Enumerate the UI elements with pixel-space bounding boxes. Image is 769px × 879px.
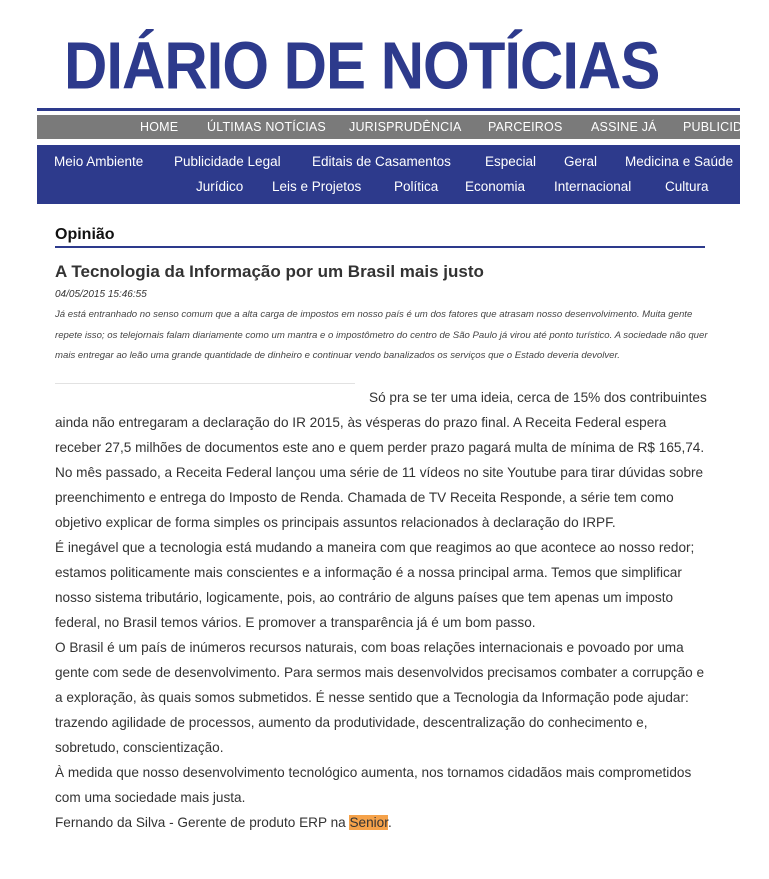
top-nav bbox=[37, 115, 769, 139]
signature-author: Fernando da Silva - Gerente de produto ERP na bbox=[55, 815, 350, 830]
top-nav-assine-ja[interactable]: ASSINE JÁ bbox=[591, 120, 657, 134]
category-internacional[interactable]: Internacional bbox=[554, 179, 632, 194]
lead-divider bbox=[55, 383, 355, 384]
category-juridico[interactable]: Jurídico bbox=[196, 179, 244, 194]
category-publicidade-legal[interactable]: Publicidade Legal bbox=[174, 154, 281, 169]
article-paragraph: Só pra se ter uma ideia, cerca de 15% dos contribuintes ainda não entregaram a declaração do IR 2015, às vésperas do prazo final. A Receita Federal espera receber 27,5 milhões de documentos este ano e quem perder prazo pagará multa de mínima de R$ 165,74. bbox=[55, 390, 707, 455]
article-body bbox=[55, 385, 715, 835]
category-leis-e-projetos[interactable]: Leis e Projetos bbox=[272, 179, 362, 194]
signature-company-link[interactable]: Senior bbox=[349, 815, 389, 830]
article-paragraph: É inegável que a tecnologia está mudando a maneira com que reagimos ao que acontece ao nosso redor; estamos politicamente mais conscientes e a informação é a nossa principal arma. Temos que simplificar nosso sistema tributário, logicamente, pois, ao contrário de alguns países que tem apenas um imposto federal, no Brasil temos vários. E promover a transparência já é um bom passo. bbox=[55, 540, 695, 630]
category-meio-ambiente[interactable]: Meio Ambiente bbox=[54, 154, 144, 169]
site-logo[interactable] bbox=[64, 26, 660, 104]
category-editais-de-casamentos[interactable]: Editais de Casamentos bbox=[312, 154, 451, 169]
article-paragraph: No mês passado, a Receita Federal lançou uma série de 11 vídeos no site Youtube para tirar dúvidas sobre preenchimento e entrega do Imposto de Renda. Chamada de TV Receita Responde, a série tem como objetivo explicar de forma simples os principais assuntos relacionados à declaração do IRPF. bbox=[55, 465, 704, 530]
article-title: A Tecnologia da Informação por um Brasil mais justo bbox=[55, 262, 484, 281]
masthead-divider bbox=[37, 108, 740, 111]
section-divider bbox=[55, 246, 705, 248]
article-lead: Já está entranhado no senso comum que a alta carga de impostos em nosso país é um dos fatores que atrasam nosso desenvolvimento. Muita gente repete isso; os telejornais falam diariamente como um mantra e o impostômetro do centro de São Paulo já virou até ponto turístico. A sociedade não quer mais entregar ao leão uma grande quantidade de dinheiro e continuar vendo banalizados os serviços que o Estado deveria devolver. bbox=[55, 309, 708, 361]
category-nav bbox=[37, 145, 740, 204]
article-paragraph: À medida que nosso desenvolvimento tecnológico aumenta, nos tornamos cidadãos mais comprometidos com uma sociedade mais justa. bbox=[55, 765, 692, 805]
article-signature bbox=[55, 810, 715, 835]
category-geral[interactable]: Geral bbox=[564, 154, 598, 169]
top-nav-jurisprudencia[interactable]: JURISPRUDÊNCIA bbox=[349, 120, 462, 134]
top-nav-publicidade[interactable]: PUBLICIDADE bbox=[683, 120, 769, 134]
category-cultura[interactable]: Cultura bbox=[665, 179, 709, 194]
top-nav-parceiros[interactable]: PARCEIROS bbox=[488, 120, 563, 134]
top-nav-ultimas-noticias[interactable]: ÚLTIMAS NOTÍCIAS bbox=[207, 120, 326, 134]
category-economia[interactable]: Economia bbox=[465, 179, 526, 194]
section-title: Opinião bbox=[55, 226, 115, 243]
signature-end: . bbox=[388, 815, 392, 830]
top-nav-home[interactable]: HOME bbox=[140, 120, 179, 134]
category-medicina-e-saude[interactable]: Medicina e Saúde bbox=[625, 154, 734, 169]
article-paragraph: O Brasil é um país de inúmeros recursos naturais, com boas relações internacionais e povoado por uma gente com sede de desenvolvimento. Para sermos mais desenvolvidos precisamos combater a corrupção e a exploração, às quais somos submetidos. É nesse sentido que a Tecnologia da Informação pode ajudar: trazendo agilidade de processos, aumento da produtividade, descentralização do conhecimento e, sobretudo, conscientização. bbox=[55, 640, 705, 755]
masthead-title: DIÁRIO DE NOTÍCIAS bbox=[64, 28, 660, 104]
category-politica[interactable]: Política bbox=[394, 179, 439, 194]
category-especial[interactable]: Especial bbox=[485, 154, 537, 169]
article-date: 04/05/2015 15:46:55 bbox=[55, 289, 147, 300]
